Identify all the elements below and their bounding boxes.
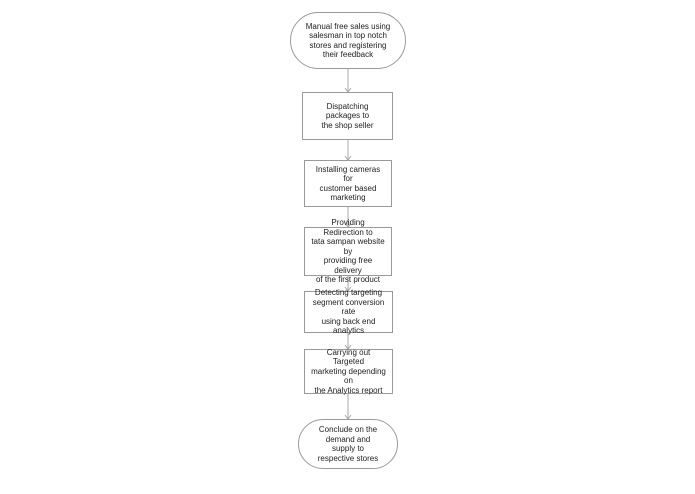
- step-cameras-line-2: customer based: [319, 183, 377, 193]
- step-cameras-line-3: marketing: [330, 193, 366, 202]
- step-targeted: [304, 349, 393, 394]
- step-redirect-line-2: tata sampan website by: [311, 237, 385, 256]
- step-start-line-3: stores and registering: [309, 40, 387, 50]
- step-targeted-line-2: marketing depending on: [311, 366, 386, 386]
- step-conclude: [298, 419, 398, 469]
- step-conclude-line-1: Conclude on the: [318, 425, 378, 434]
- step-cameras: [304, 160, 392, 207]
- step-dispatch: [302, 92, 393, 140]
- step-dispatch-line-2: the shop seller: [321, 120, 374, 130]
- step-start-line-2: salesman in top notch: [309, 31, 387, 40]
- step-detect-line-2: segment conversion rate: [312, 297, 385, 317]
- step-conclude-line-3: supply to: [331, 444, 365, 453]
- step-detect: [304, 288, 393, 336]
- step-targeted-line-1: Carrying out Targeted: [326, 347, 371, 367]
- step-start-line-4: their feedback: [322, 50, 374, 59]
- step-targeted-line-3: the Analytics report: [314, 385, 383, 395]
- step-start: [290, 12, 406, 69]
- step-detect-line-1: Detecting targeting: [314, 288, 383, 298]
- step-redirect-line-1: Providing Redirection to: [323, 218, 373, 237]
- step-dispatch-line-1: Dispatching packages to: [325, 101, 370, 121]
- step-redirect-line-3: providing free delivery: [323, 256, 373, 275]
- step-cameras-line-1: Installing cameras for: [315, 164, 381, 183]
- step-detect-line-3: using back end analytics: [321, 316, 376, 336]
- step-redirect: [304, 218, 392, 285]
- step-conclude-line-4: respective stores: [317, 453, 379, 463]
- step-conclude-line-2: demand and: [325, 434, 371, 444]
- step-start-line-1: Manual free sales using: [305, 21, 391, 31]
- step-redirect-line-4: of the first product: [315, 275, 381, 285]
